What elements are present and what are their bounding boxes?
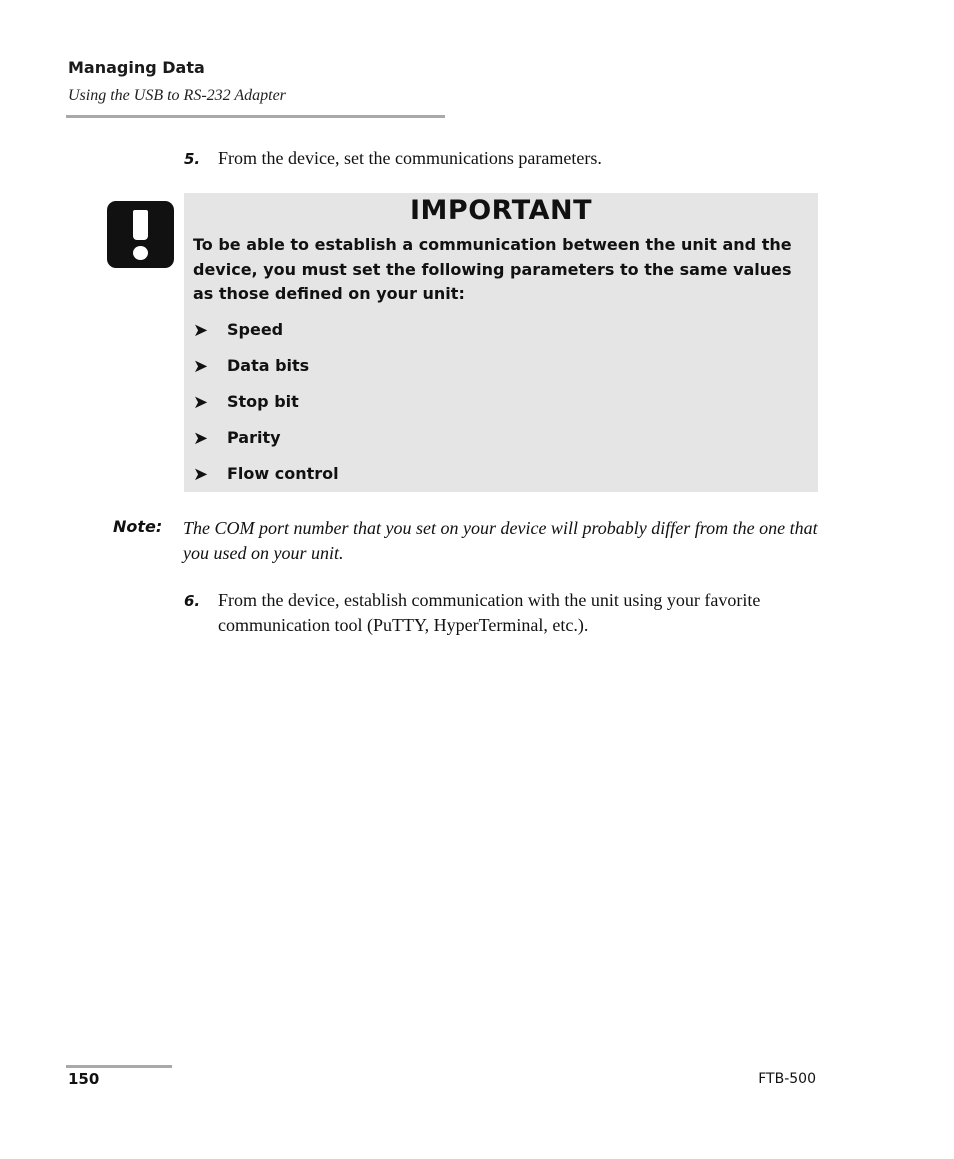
important-text: To be able to establish a communication between the unit and the device, you must set the following parameters to the same values as those defined on your unit:	[193, 235, 792, 303]
arrow-bullet-icon: ➤	[193, 356, 209, 377]
footer-divider	[66, 1065, 172, 1068]
section-title: Managing Data	[68, 58, 205, 77]
arrow-bullet-icon: ➤	[193, 464, 209, 485]
step-5	[0, 146, 954, 172]
arrow-bullet-icon: ➤	[193, 392, 209, 413]
note-text: The COM port number that you set on your device will probably differ from the one that you used on your unit.	[183, 518, 818, 563]
exclamation-icon	[107, 201, 174, 268]
step-6	[0, 588, 954, 640]
step-text: From the device, set the communications parameters.	[218, 148, 602, 168]
arrow-bullet-icon: ➤	[193, 428, 209, 449]
header-divider	[66, 115, 445, 118]
page-number: 150	[68, 1070, 100, 1088]
section-subtitle: Using the USB to RS-232 Adapter	[68, 87, 286, 104]
note-label: Note:	[113, 517, 163, 536]
step-text: From the device, establish communication with the unit using your favorite communication tool (PuTTY, HyperTerminal, etc.).	[218, 590, 761, 635]
arrow-bullet-icon: ➤	[193, 320, 209, 341]
product-model: FTB-500	[758, 1071, 816, 1087]
step-number: 6.	[184, 592, 201, 610]
step-number: 5.	[184, 150, 201, 168]
important-title: IMPORTANT	[410, 195, 592, 226]
